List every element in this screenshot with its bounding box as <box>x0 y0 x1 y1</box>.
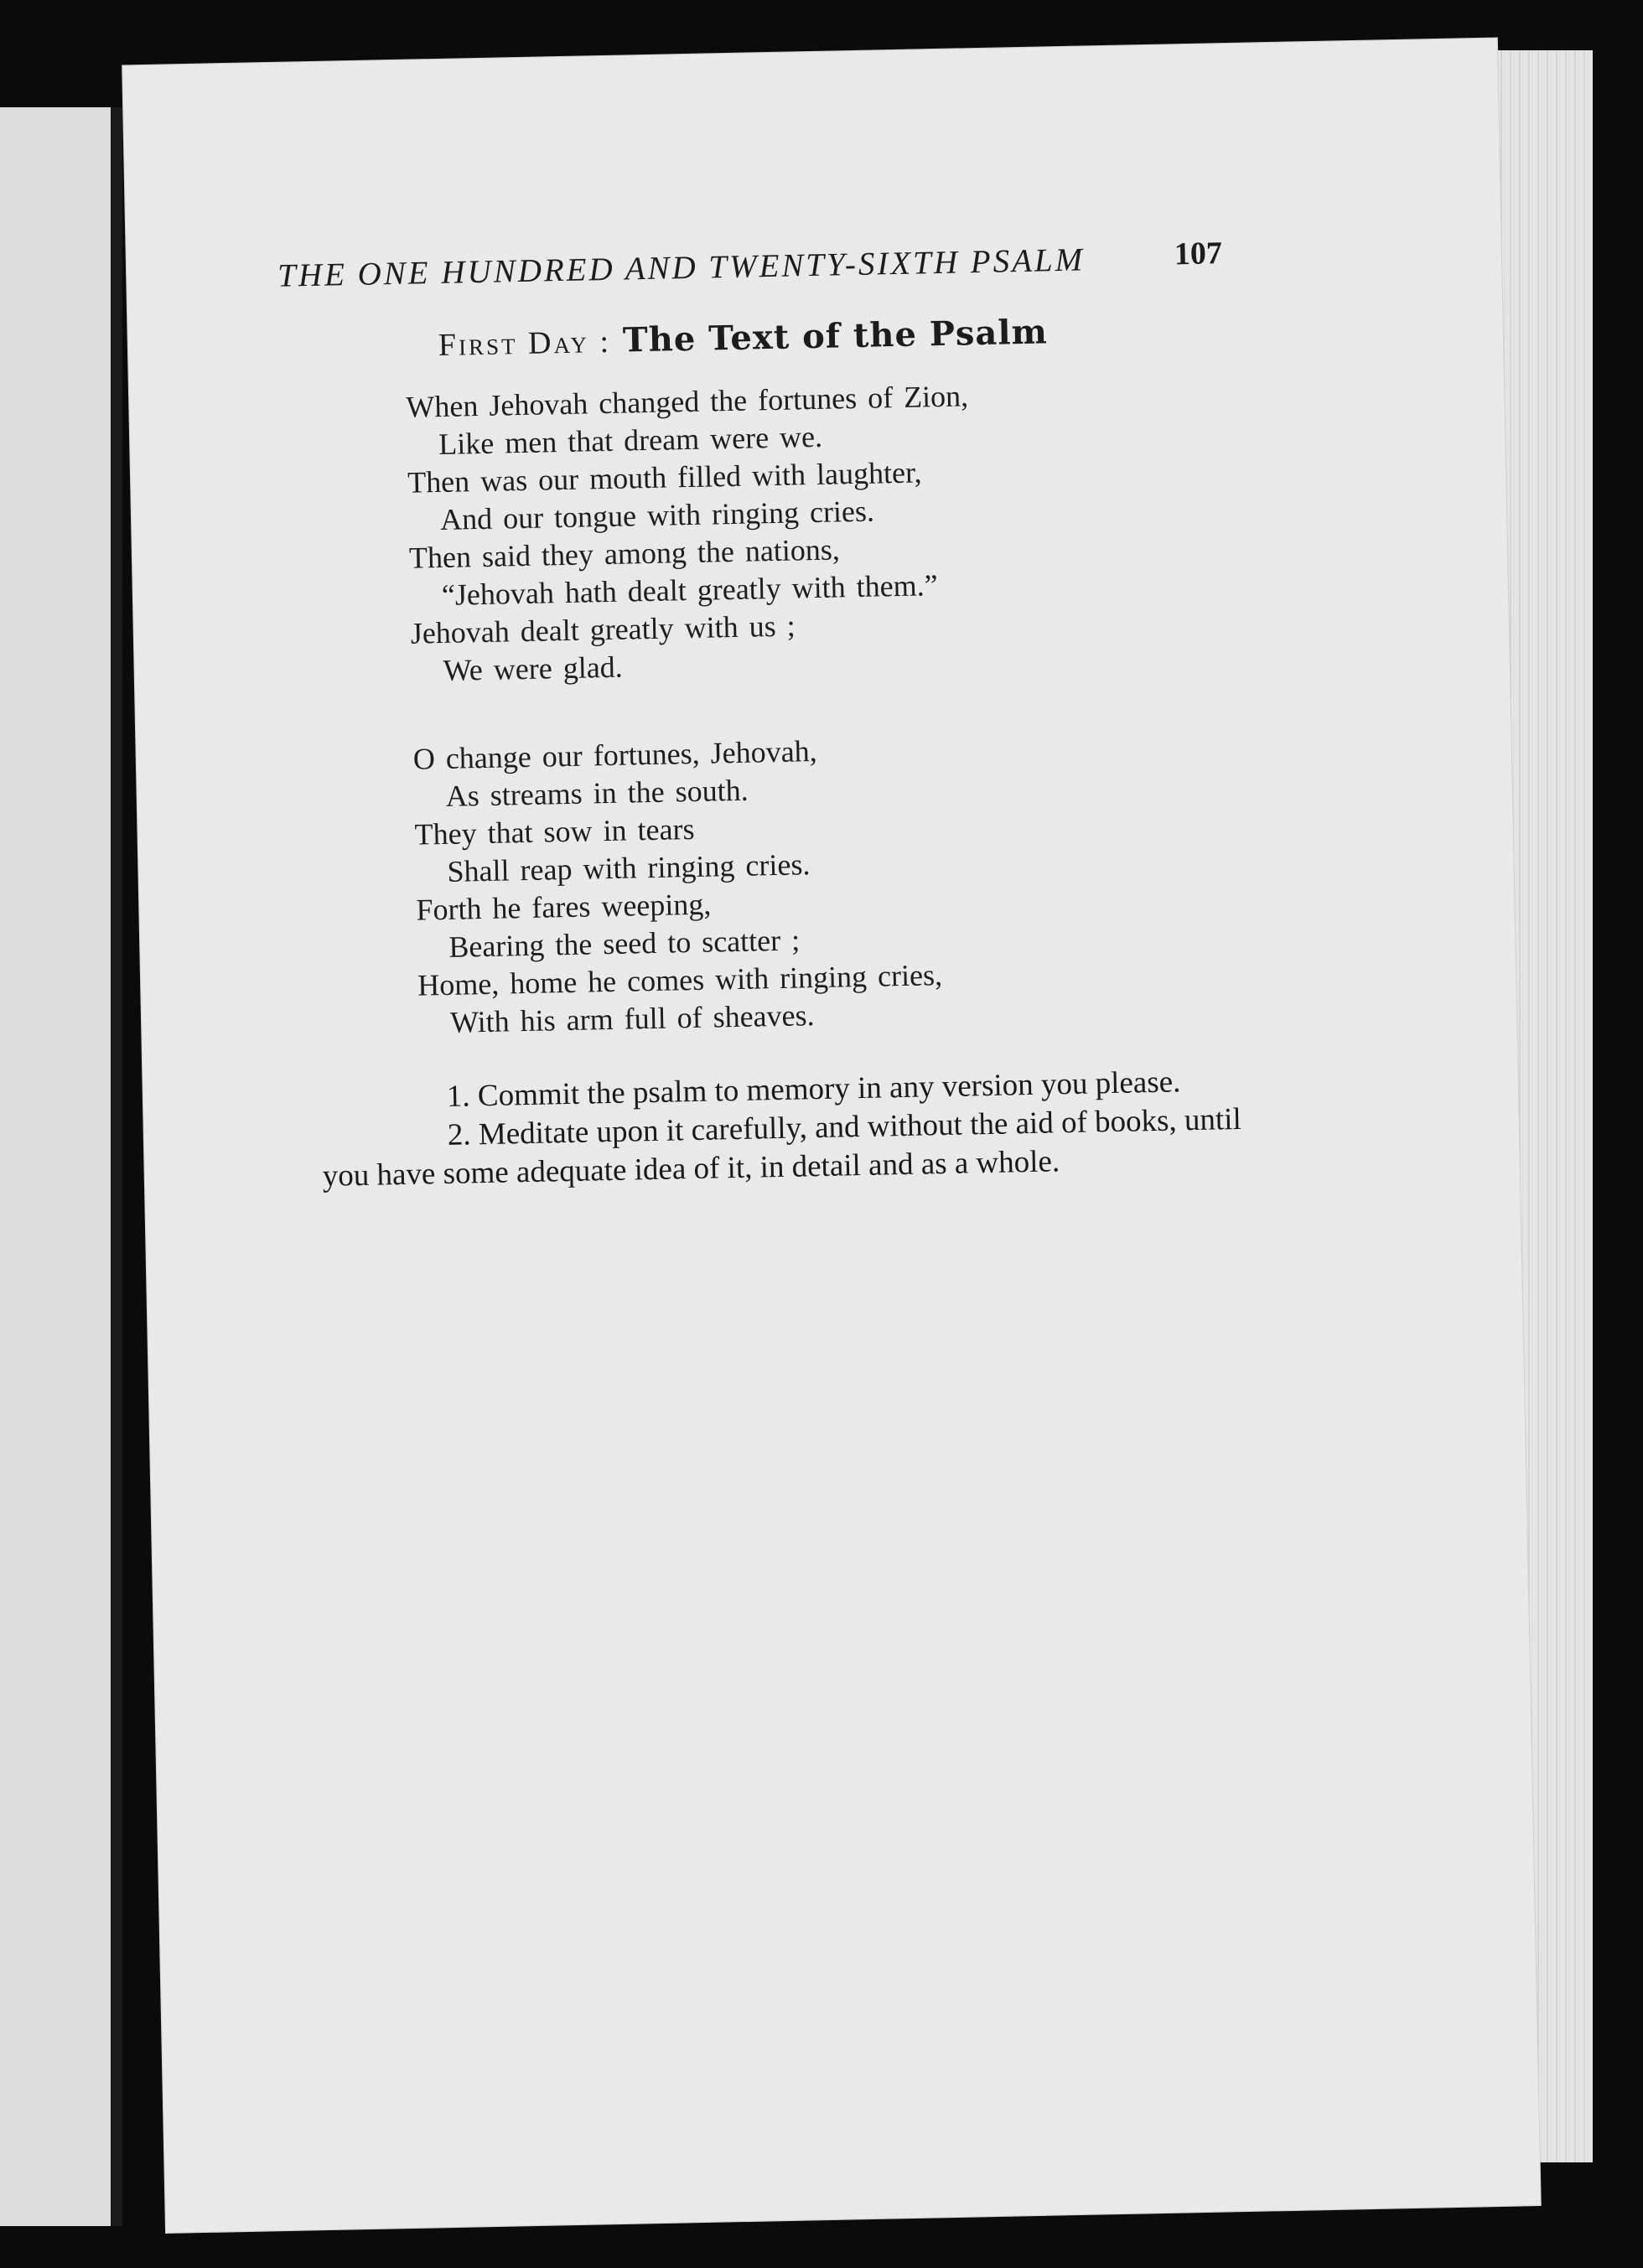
exercise-item-2: 2. Meditate upon it carefully, and without the aid of books, until <box>447 1101 1242 1152</box>
verse-line: Jehovah dealt greatly with us ; <box>410 608 796 650</box>
day-label: First Day : <box>438 324 612 363</box>
verse-line: Shall reap with ringing cries. <box>447 847 811 888</box>
book-page <box>122 39 1541 2233</box>
exercise-item-2-continued: you have some adequate idea of it, in detail and as a whole. <box>322 1144 1060 1194</box>
exercise-list <box>321 1058 1446 1196</box>
verse-line: With his arm full of sheaves. <box>449 998 815 1039</box>
background-edge <box>1593 50 1643 2268</box>
psalm-text <box>406 372 1257 1043</box>
verse-line: Then was our mouth filled with laughter, <box>407 455 922 500</box>
exercise-item-1: 1. Commit the psalm to memory in any version you please. <box>446 1064 1181 1114</box>
verse-line: O change our fortunes, Jehovah, <box>412 733 818 776</box>
stanza-2 <box>412 724 1257 1043</box>
verse-line: And our tongue with ringing cries. <box>439 494 875 536</box>
stanza-1 <box>406 372 1250 691</box>
running-head: THE ONE HUNDRED AND TWENTY-SIXTH PSALM <box>277 241 1086 294</box>
verse-line: We were glad. <box>443 650 624 687</box>
verse-line: As streams in the south. <box>445 773 749 813</box>
verse-line: “Jehovah hath dealt greatly with them.” <box>441 568 939 612</box>
left-facing-page <box>0 107 111 2226</box>
section-title: The Text of the Psalm <box>622 312 1049 360</box>
verse-line: They that sow in tears <box>414 811 695 852</box>
verse-line: Bearing the seed to scatter ; <box>448 923 801 964</box>
verse-line: Forth he fares weeping, <box>416 887 712 927</box>
verse-line: Then said they among the nations, <box>408 532 841 575</box>
page-number: 107 <box>1174 236 1223 272</box>
verse-line: When Jehovah changed the fortunes of Zion, <box>406 379 969 424</box>
verse-line: Like men that dream were we. <box>438 419 823 461</box>
book-gutter <box>111 107 122 2226</box>
verse-line: Home, home he comes with ringing cries, <box>417 958 943 1002</box>
section-heading <box>438 312 1048 364</box>
